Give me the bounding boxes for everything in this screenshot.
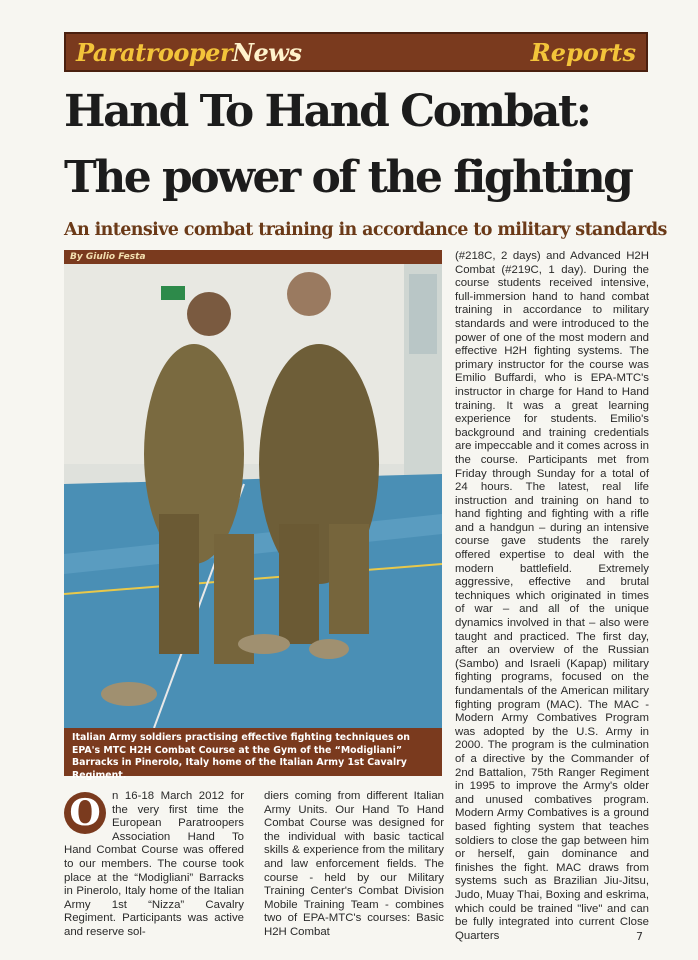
drop-cap: O <box>64 792 106 834</box>
header-banner <box>64 32 648 72</box>
brand-part-news: News <box>232 38 302 67</box>
article-column-1 <box>64 790 244 940</box>
headline-line-1: Hand To Hand Combat: <box>64 86 590 137</box>
brand-part-paratrooper: Paratrooper <box>76 38 233 67</box>
page-number: 7 <box>636 930 643 943</box>
subheadline: An intensive combat training in accordance to military standards <box>64 220 667 240</box>
article-photo <box>64 264 442 728</box>
article-column-3 <box>455 250 649 943</box>
photo-caption: Italian Army soldiers practising effective fighting techniques on EPA's MTC H2H Combat Course at the Gym of the “Modigliani” Barracks in Pinerolo, Italy home of the Italian Army 1st Cavalry Regiment. <box>64 728 442 776</box>
headline-line-2: The power of the fighting <box>64 152 632 203</box>
article-column-2-text: diers coming from different Italian Army Units. Our Hand To Hand Combat Course was designed for the individual with basic tactical skills & experience from the military and law enforcement fields. The course - held by our Military Training Center's Combat Division Mobile Training Team - combines two of EPA-MTC's courses: Basic H2H Combat <box>264 790 444 938</box>
article-column-3-text: (#218C, 2 days) and Advanced H2H Combat (#219C, 1 day). During the course students received intensive, full-immersion hand to hand combat training in accordance to military standards and were introduced to the power of one of the most modern and effective H2H fighting systems. The primary instructor for the course was Emilio Buffardi, who is EPA-MTC's instructor in charge for Hand to Hand training. It was a great learning experience for students. Emilio's background and training credentials are impeccable and it comes across in the course. Participants met from Friday through Sunday for a total of 24 hours. The latest, real life instruction and training on hand to hand fighting and fighting with a rifle and a handgun – during an intensive course gave students the rarely offered expertise to deal with the modern battlefield. Extremely aggressive, effective and brutal techniques which originated in times of war – and all of the unique dynamics involved in that – also were taught and practiced. The first day, after an overview of the Russian (Sambo) and Israeli (Kapap) military fighting programs, focused on the fundamentals of the American military fighting program (MAC). The MAC - Modern Army Combatives Program was adopted by the U.S. Army in 2000. The program is the culmination of a directive by the Commander of 2nd Battalion, 75th Ranger Regiment in 1995 to improve the Army's older and unused combatives program. Modern Army Combatives is a ground based fighting system that teaches soldiers to close the gap between him or herself, gain dominance and finishes the fight. MAC draws from systems such as Brazilian Jiu-Jitsu, Judo, Muay Thai, Boxing and eskrima, which could be trained "live" and can be fully integrated into current Close Quarters <box>455 250 649 942</box>
soldiers-training-image <box>64 264 442 728</box>
article-column-1-text: n 16-18 March 2012 for the very first time the European Paratroopers Association Hand To Hand Combat Course was offered to our members. The course took place at the “Modigliani” Barracks in Pinerolo, Italy home of the Italian Army 1st “Nizza” Cavalry Regiment. Participants was active and reserve sol- <box>64 790 244 938</box>
byline: By Giulio Festa <box>64 250 442 264</box>
magazine-brand <box>76 38 301 67</box>
section-label: Reports <box>530 38 636 67</box>
article-column-2 <box>264 790 444 940</box>
